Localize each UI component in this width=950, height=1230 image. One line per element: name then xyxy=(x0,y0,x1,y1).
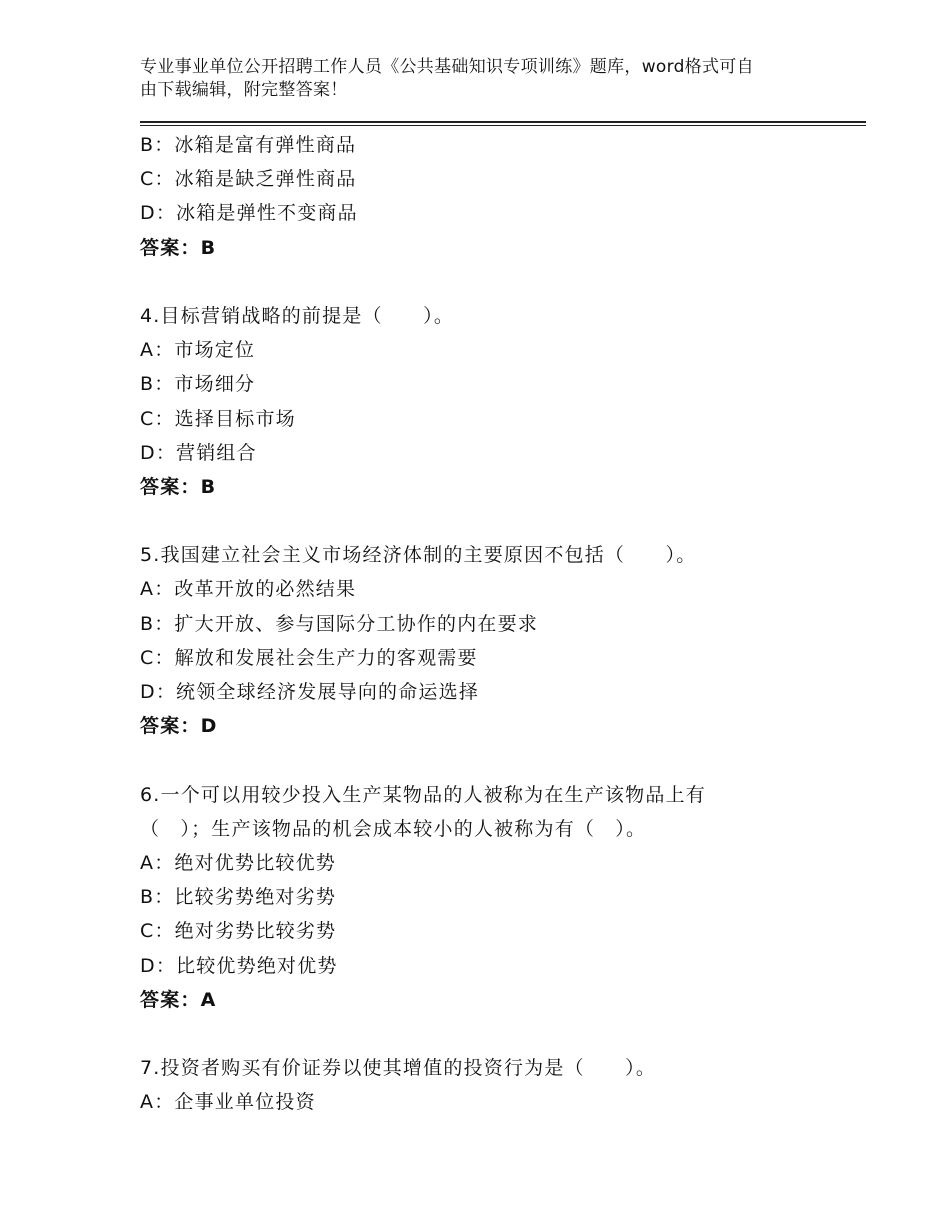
question-stem: 5.我国建立社会主义市场经济体制的主要原因不包括（ ）。 xyxy=(140,544,697,567)
question-stem-line-2: （ ）；生产该物品的机会成本较小的人被称为有（ ）。 xyxy=(140,817,647,840)
spacer xyxy=(140,504,860,538)
header-line-1: 专业事业单位公开招聘工作人员《公共基础知识专项训练》题库，word格式可自 xyxy=(140,57,754,77)
option-a: A：改革开放的必然结果 xyxy=(140,578,357,601)
page-header xyxy=(140,56,820,102)
option-c: C：选择目标市场 xyxy=(140,407,296,430)
question-stem: 4.目标营销战略的前提是（ ）。 xyxy=(140,304,455,327)
answer: 答案：B xyxy=(140,475,217,498)
header-rule-thin xyxy=(140,125,866,126)
option-b: B：比较劣势绝对劣势 xyxy=(140,886,337,909)
option-c: C：绝对劣势比较劣势 xyxy=(140,920,337,943)
option-d: D：比较优势绝对优势 xyxy=(140,954,338,977)
option-d: D：营销组合 xyxy=(140,441,257,464)
question-5 xyxy=(140,538,860,743)
option-a: A：市场定位 xyxy=(140,339,256,362)
question-content xyxy=(140,128,860,1119)
question-7 xyxy=(140,1051,860,1119)
question-stem-line-1: 6.一个可以用较少投入生产某物品的人被称为在生产该物品上有 xyxy=(140,783,706,806)
option-c: C：解放和发展社会生产力的客观需要 xyxy=(140,646,478,669)
answer: 答案：D xyxy=(140,715,218,738)
spacer xyxy=(140,265,860,299)
option-d: D：统领全球经济发展导向的命运选择 xyxy=(140,681,480,703)
spacer xyxy=(140,743,860,777)
question-4 xyxy=(140,299,860,504)
option-b: B：冰箱是富有弹性商品 xyxy=(140,134,357,156)
question-3-tail xyxy=(140,128,860,265)
option-b: B：扩大开放、参与国际分工协作的内在要求 xyxy=(140,612,539,635)
answer: 答案：B xyxy=(140,236,217,259)
option-c: C：冰箱是缺乏弹性商品 xyxy=(140,168,357,191)
option-a: A：企事业单位投资 xyxy=(140,1091,316,1114)
answer: 答案：A xyxy=(140,988,217,1011)
option-b: B：市场细分 xyxy=(140,373,256,396)
header-rule-thick xyxy=(140,121,866,123)
question-6 xyxy=(140,778,860,1017)
option-d: D：冰箱是弹性不变商品 xyxy=(140,202,358,225)
header-line-2: 由下载编辑，附完整答案！ xyxy=(140,80,348,100)
option-a: A：绝对优势比较优势 xyxy=(140,851,336,874)
question-stem: 7.投资者购买有价证券以使其增值的投资行为是（ ）。 xyxy=(140,1057,657,1080)
spacer xyxy=(140,1017,860,1051)
